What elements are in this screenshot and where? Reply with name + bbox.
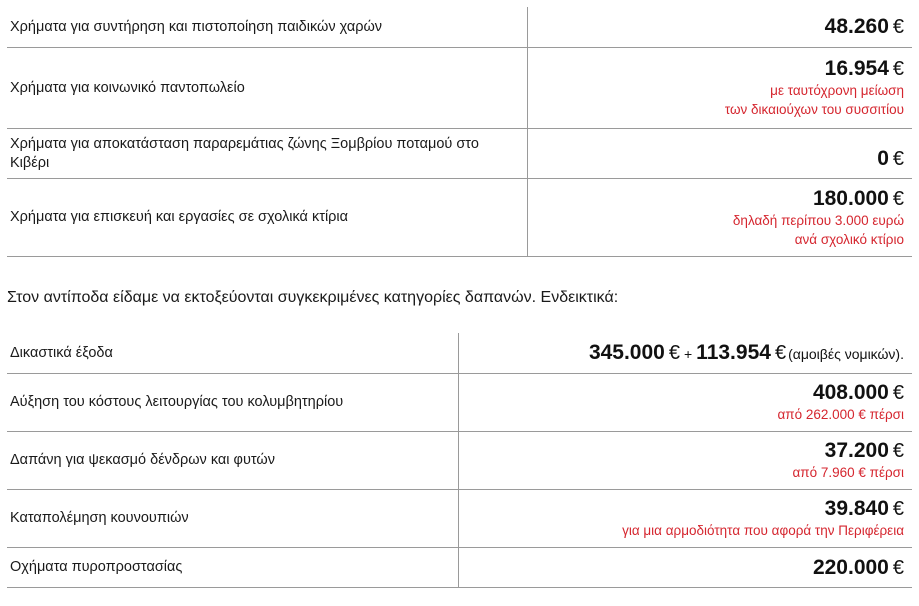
table-row xyxy=(7,333,912,374)
row-label: Οχήματα πυροπροστασίας xyxy=(7,548,459,587)
note: από 7.960 € πέρσι xyxy=(792,465,904,480)
expenses-table xyxy=(7,333,912,588)
row-value xyxy=(459,374,912,431)
note: για μια αρμοδιότητα που αφορά την Περιφέρεια xyxy=(622,523,904,538)
euro-sign: € xyxy=(774,341,787,364)
euro-sign: € xyxy=(892,382,904,404)
euro-sign: € xyxy=(892,440,904,462)
amount: 16.954 € xyxy=(824,57,904,80)
amount: 345.000 € + 113.954 € (αμοιβές νομικών). xyxy=(588,340,904,364)
amount: 220.000 € xyxy=(812,555,904,579)
row-value xyxy=(459,490,912,547)
table-row xyxy=(7,179,912,257)
row-value xyxy=(459,333,912,373)
table-row xyxy=(7,548,912,588)
row-label: Χρήματα για κοινωνικό παντοπωλείο xyxy=(7,48,528,128)
row-value xyxy=(528,7,912,47)
row-value xyxy=(528,179,912,256)
row-label: Δικαστικά έξοδα xyxy=(7,333,459,373)
euro-sign: € xyxy=(892,187,904,210)
euro-sign: € xyxy=(892,58,904,80)
amount: 408.000 € xyxy=(812,381,904,404)
funding-table xyxy=(7,7,912,257)
row-label: Δαπάνη για ψεκασμό δένδρων και φυτών xyxy=(7,432,459,489)
euro-sign: € xyxy=(668,341,680,364)
row-label: Χρήματα για συντήρηση και πιστοποίηση παιδικών χαρών xyxy=(7,7,528,47)
note: με ταυτόχρονη μείωση των δικαιούχων του συσσιτίου xyxy=(724,83,904,117)
amount: 48.260 € xyxy=(824,15,904,38)
intro-text: Στον αντίποδα είδαμε να εκτοξεύονται συγκεκριμένες κατηγορίες δαπανών. Ενδεικτικά: xyxy=(7,289,619,306)
row-label: Χρήματα για επισκευή και εργασίες σε σχολικά κτίρια xyxy=(7,179,528,256)
table-row xyxy=(7,490,912,548)
row-value xyxy=(459,548,912,587)
euro-sign: € xyxy=(892,147,904,170)
table-row xyxy=(7,129,912,179)
row-value xyxy=(528,48,912,128)
table-row xyxy=(7,374,912,432)
amount: 39.840 € xyxy=(824,497,904,520)
plus-sign: + xyxy=(683,345,693,362)
note: δηλαδή περίπου 3.000 ευρώ ανά σχολικό κτίριο xyxy=(732,212,904,247)
table-row xyxy=(7,48,912,129)
legal-fees-note: (αμοιβές νομικών). xyxy=(788,345,904,362)
note: από 262.000 € πέρσι xyxy=(777,407,904,422)
amount: 0 € xyxy=(877,146,904,170)
row-label: Αύξηση του κόστους λειτουργίας του κολυμβητηρίου xyxy=(7,374,459,431)
euro-sign: € xyxy=(892,556,904,579)
amount: 180.000 € xyxy=(812,186,904,210)
table-row xyxy=(7,432,912,490)
amount: 37.200 € xyxy=(824,439,904,462)
row-label: Χρήματα για αποκατάσταση παραρεμάτιας ζώνης Ξομβρίου ποταμού στο Κιβέρι xyxy=(7,129,528,178)
table-row xyxy=(7,7,912,48)
euro-sign: € xyxy=(892,16,904,38)
row-value xyxy=(528,129,912,178)
row-value xyxy=(459,432,912,489)
euro-sign: € xyxy=(892,498,904,520)
row-label: Καταπολέμηση κουνουπιών xyxy=(7,490,459,547)
